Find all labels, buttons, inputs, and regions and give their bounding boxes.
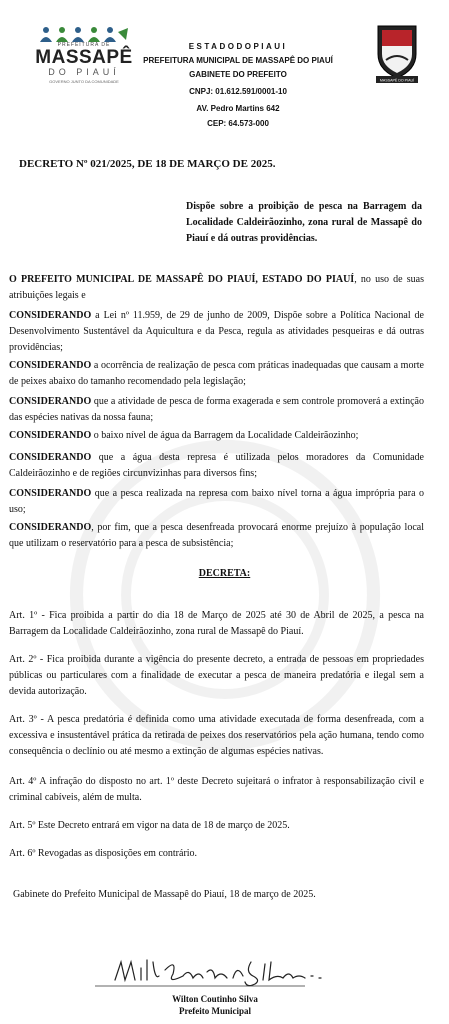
- considerando-7: [9, 520, 424, 552]
- preamble-bold: O PREFEITO MUNICIPAL DE MASSAPÊ DO PIAUÍ, ESTADO DO PIAUÍ: [9, 274, 355, 285]
- logo-name: MASSAPÊ: [35, 47, 133, 68]
- considerando-text: o baixo nível de água da Barragem da Localidade Caldeirãozinho;: [91, 430, 359, 441]
- decree-title: DECRETO Nº 021/2025, DE 18 DE MARÇO DE 2025.: [19, 158, 276, 170]
- address-line: AV. Pedro Martins 642: [196, 104, 280, 113]
- considerando-2: [9, 358, 424, 390]
- article-4: Art. 4º A infração do disposto no art. 1º deste Decreto sujeitará o infrator à responsabilização civil e criminal cabíveis, além de multa.: [9, 776, 424, 803]
- considerando-label: CONSIDERANDO: [9, 488, 92, 499]
- considerando-label: CONSIDERANDO: [9, 310, 92, 321]
- decreta-heading: DECRETA:: [198, 568, 251, 579]
- considerando-6: [9, 486, 424, 518]
- logo-slogan: GOVERNO JUNTO DA COMUNIDADE: [49, 79, 119, 84]
- handwritten-signature-icon: [95, 950, 345, 1000]
- article-3: Art. 3º - A pesca predatória é definida como uma atividade executada de forma desenfreada, com a excessiva e insustentável prática da retirada de peixes dos reservatórios pela ação humana, tendo como consequência o declínio ou até mesmo a extinção de algumas espécies nativas.: [9, 714, 424, 757]
- cep-line: CEP: 64.573-000: [207, 119, 269, 128]
- logo-state: DO PIAUÍ: [48, 67, 120, 77]
- considerando-text: a Lei nº 11.959, de 29 de junho de 2009, Dispõe sobre a Política Nacional de Desenvolvimento Sustentável da Aquicultura e da Pesca, regula as atividades pesqueiras e dá outras providências;: [9, 310, 424, 353]
- considerando-5: [9, 450, 424, 482]
- state-title: ESTADODOPIAUI: [188, 42, 288, 51]
- considerando-text: que a água desta represa é utilizada pelos moradores da Comunidade Caldeirãozinho e de regiões circunvizinhas para diversos fins;: [9, 452, 424, 479]
- signer-role: Prefeito Municipal: [178, 1006, 252, 1016]
- considerando-text: , por fim, que a pesca desenfreada provocará enorme prejuízo à população local que utilizam o reservatório para a pesca de subsistência;: [9, 522, 424, 549]
- considerando-text: que a pesca realizada na represa com baixo nível torna a água imprópria para o uso;: [9, 488, 424, 515]
- considerando-label: CONSIDERANDO: [9, 452, 92, 463]
- people-figures-icon: [36, 26, 128, 42]
- decree-summary: Dispõe sobre a proibição de pesca na Barragem da Localidade Caldeirãozinho, zona rural de Massapê do Piauí e dá outras providências.: [186, 201, 422, 244]
- considerando-4: [9, 428, 424, 444]
- municipality-logo: [28, 26, 140, 88]
- considerando-text: que a atividade de pesca de forma exagerada e sem controle promoverá a extinção das espécies nativas da nossa fauna;: [9, 396, 424, 423]
- considerando-3: [9, 394, 424, 426]
- preamble-rest: , no uso de suas atribuições legais e: [9, 274, 424, 301]
- prefeitura-title: PREFEITURA MUNICIPAL DE MASSAPÊ DO PIAUÍ: [143, 56, 333, 65]
- considerando-label: CONSIDERANDO: [9, 360, 92, 371]
- considerando-label: CONSIDERANDO: [9, 522, 92, 533]
- considerando-text: a ocorrência de realização de pesca com práticas inadequadas que causam a morte de peixes abaixo do tamanho recomendado pela legislação;: [9, 360, 424, 387]
- considerando-label: CONSIDERANDO: [9, 396, 92, 407]
- crest-label: MASSAPÊ DO PIAUÍ: [379, 78, 415, 83]
- gabinete-title: GABINETE DO PREFEITO: [189, 70, 287, 79]
- municipal-crest-icon: [376, 24, 418, 84]
- signer-name: Wilton Coutinho Silva: [172, 994, 258, 1004]
- article-6: Art. 6º Revogadas as disposições em contrário.: [9, 848, 198, 859]
- preamble: [9, 272, 424, 304]
- considerando-1: [9, 308, 424, 356]
- article-2: Art. 2º - Fica proibida durante a vigência do presente decreto, a entrada de pessoas em propriedades públicas ou particulares com a finalidade de executar a pesca de maneira predatória e ilegal sem a devida autorização.: [9, 654, 424, 697]
- article-1: Art. 1º - Fica proibida a partir do dia 18 de Março de 2025 até 30 de Abril de 2025, a pesca na Barragem da Localidade Caldeirãozinho, zona rural de Massapê do Piauí.: [9, 610, 424, 637]
- cnpj-line: CNPJ: 01.612.591/0001-10: [189, 87, 287, 96]
- logo-prefix: PREFEITURA DE: [57, 42, 111, 48]
- closing-line: Gabinete do Prefeito Municipal de Massapê do Piauí, 18 de março de 2025.: [13, 889, 316, 900]
- article-5: Art. 5º Este Decreto entrará em vigor na data de 18 de março de 2025.: [9, 820, 290, 831]
- considerando-label: CONSIDERANDO: [9, 430, 92, 441]
